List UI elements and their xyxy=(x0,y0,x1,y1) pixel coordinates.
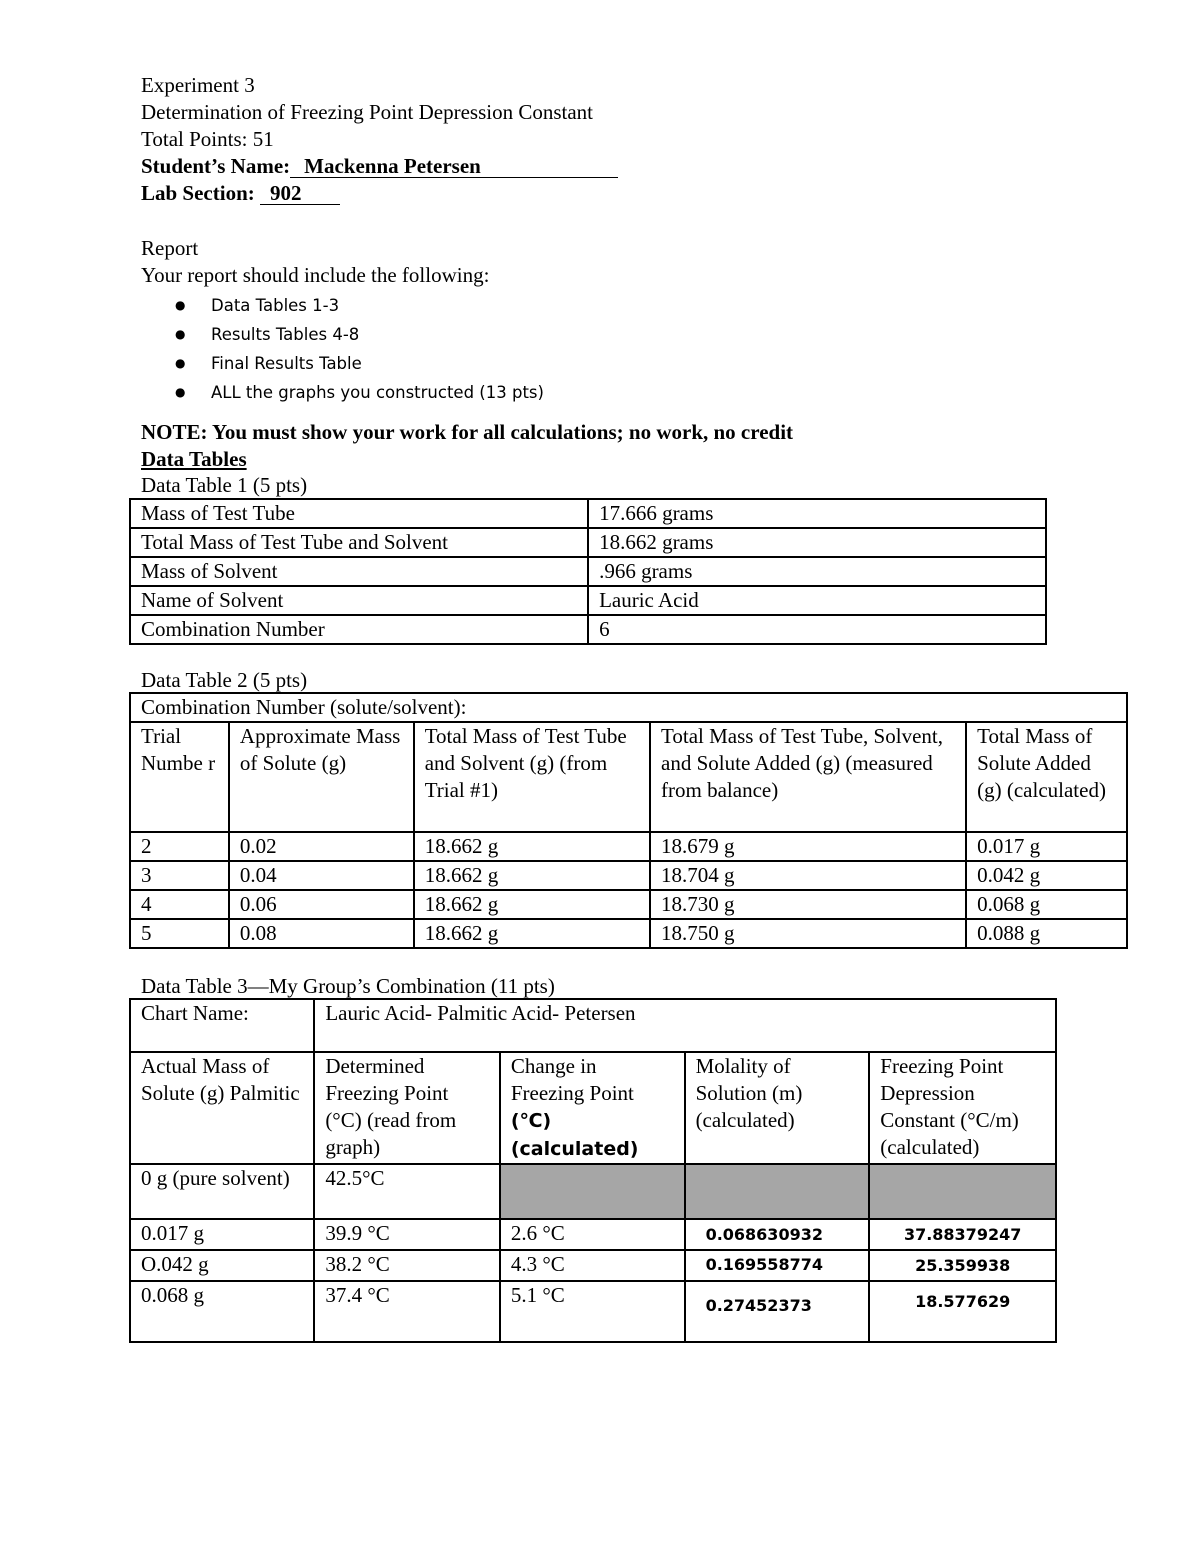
table-cell: 0.017 g xyxy=(966,832,1127,861)
column-header: Total Mass of Test Tube, Solvent, and Solute Added (g) (measured from balance) xyxy=(650,722,966,832)
column-header: Total Mass of Solute Added (g) (calculated) xyxy=(966,722,1127,832)
table-header-row xyxy=(130,1052,1056,1164)
data-table-2 xyxy=(129,692,1128,949)
table-row xyxy=(130,1250,1056,1281)
report-intro: Your report should include the following: xyxy=(141,263,490,287)
table-cell: Total Mass of Test Tube and Solvent xyxy=(130,528,588,557)
table-row xyxy=(130,832,1127,861)
table-row xyxy=(130,861,1127,890)
table-cell: 3 xyxy=(130,861,229,890)
table-cell: 17.666 grams xyxy=(588,499,1046,528)
student-name-value: Mackenna Petersen xyxy=(290,155,618,178)
table-cell: Combination Number xyxy=(130,615,588,644)
table-cell: 0.068 g xyxy=(966,890,1127,919)
table-row xyxy=(130,586,1046,615)
table-cell: 5 xyxy=(130,919,229,948)
lab-section-line xyxy=(141,180,618,207)
table-cell: 18.662 grams xyxy=(588,528,1046,557)
table-cell: 18.662 g xyxy=(414,832,650,861)
table-cell: 39.9 °C xyxy=(314,1219,500,1250)
student-name-label: Student’s Name: xyxy=(141,154,291,178)
table-cell: 18.730 g xyxy=(650,890,966,919)
table-cell: 25.359938 xyxy=(869,1250,1056,1281)
table-cell: 0.088 g xyxy=(966,919,1127,948)
column-header: Determined Freezing Point (°C) (read from graph) xyxy=(314,1052,500,1164)
table-cell: 4 xyxy=(130,890,229,919)
table-cell: Mass of Solvent xyxy=(130,557,588,586)
table-cell: 0 g (pure solvent) xyxy=(130,1164,314,1219)
table-cell: 2.6 °C xyxy=(500,1219,685,1250)
table-cell: 37.88379247 xyxy=(869,1219,1056,1250)
table-cell: 0.017 g xyxy=(130,1219,314,1250)
total-points: Total Points: 51 xyxy=(141,127,274,151)
table-cell: 18.704 g xyxy=(650,861,966,890)
column-header: Actual Mass of Solute (g) Palmitic xyxy=(130,1052,314,1164)
list-item: ● ALL the graphs you constructed (13 pts) xyxy=(211,378,544,407)
table-row xyxy=(130,528,1046,557)
table-row xyxy=(130,499,1046,528)
report-items-list xyxy=(141,291,544,407)
table3-caption: Data Table 3—My Group’s Combination (11 pts) xyxy=(141,974,555,998)
data-table-3 xyxy=(129,998,1057,1343)
table-cell: 0.169558774 xyxy=(685,1250,870,1281)
table-cell: .966 grams xyxy=(588,557,1046,586)
table-cell: 0.04 xyxy=(229,861,414,890)
student-name-line xyxy=(141,153,618,180)
column-header: Molality of Solution (m) (calculated) xyxy=(685,1052,870,1164)
document-header xyxy=(141,72,618,207)
lab-section-value: 902 xyxy=(260,182,340,205)
table-row xyxy=(130,1164,1056,1219)
chart-name-value: Lauric Acid- Palmitic Acid- Petersen xyxy=(314,999,1056,1052)
table-cell: 5.1 °C xyxy=(500,1281,685,1342)
shaded-cell xyxy=(685,1164,870,1219)
table-row xyxy=(130,615,1046,644)
table-cell: 2 xyxy=(130,832,229,861)
table-cell: 18.662 g xyxy=(414,890,650,919)
report-section xyxy=(141,235,544,407)
table-cell: 0.27452373 xyxy=(685,1281,870,1342)
lab-section-label: Lab Section: xyxy=(141,181,261,205)
shaded-cell xyxy=(869,1164,1056,1219)
table-cell: 0.08 xyxy=(229,919,414,948)
table-cell: 0.068630932 xyxy=(685,1219,870,1250)
table-cell: 18.662 g xyxy=(414,861,650,890)
column-header: Total Mass of Test Tube and Solvent (g) (from Trial #1) xyxy=(414,722,650,832)
table-header-row xyxy=(130,722,1127,832)
table-cell: 0.06 xyxy=(229,890,414,919)
table-cell: 42.5°C xyxy=(314,1164,500,1219)
list-item: ● Results Tables 4-8 xyxy=(211,320,544,349)
table-row xyxy=(130,890,1127,919)
table-row xyxy=(130,693,1127,722)
table-row xyxy=(130,1281,1056,1342)
table-row xyxy=(130,999,1056,1052)
table-cell: Mass of Test Tube xyxy=(130,499,588,528)
note-text: NOTE: You must show your work for all calculations; no work, no credit xyxy=(141,420,794,444)
experiment-number: Experiment 3 xyxy=(141,73,255,97)
combination-number-cell: Combination Number (solute/solvent): xyxy=(130,693,1127,722)
column-header: Freezing Point Depression Constant (°C/m) (calculated) xyxy=(869,1052,1056,1164)
report-heading: Report xyxy=(141,236,199,260)
shaded-cell xyxy=(500,1164,685,1219)
column-header-text: Change in Freezing Point xyxy=(510,1054,634,1105)
table-cell: 18.750 g xyxy=(650,919,966,948)
chart-name-label: Chart Name: xyxy=(130,999,314,1052)
table-cell: 0.02 xyxy=(229,832,414,861)
table1-caption: Data Table 1 (5 pts) xyxy=(141,473,308,497)
column-header-unit: (℃) (calculated) xyxy=(510,1110,639,1160)
table-row xyxy=(130,919,1127,948)
column-header xyxy=(500,1052,685,1164)
data-table-1 xyxy=(129,498,1047,645)
experiment-title: Determination of Freezing Point Depression Constant xyxy=(141,100,594,124)
column-header: Trial Numbe r xyxy=(130,722,229,832)
table-cell: 18.662 g xyxy=(414,919,650,948)
table-cell: 6 xyxy=(588,615,1046,644)
table-cell: Name of Solvent xyxy=(130,586,588,615)
table-row xyxy=(130,557,1046,586)
table-cell: O.042 g xyxy=(130,1250,314,1281)
table-cell: 18.577629 xyxy=(869,1281,1056,1342)
table-cell: 0.042 g xyxy=(966,861,1127,890)
data-tables-heading: Data Tables xyxy=(141,447,247,471)
list-item: ● Data Tables 1-3 xyxy=(211,291,544,320)
column-header: Approximate Mass of Solute (g) xyxy=(229,722,414,832)
table-cell: Lauric Acid xyxy=(588,586,1046,615)
table-cell: 4.3 °C xyxy=(500,1250,685,1281)
table-cell: 37.4 °C xyxy=(314,1281,500,1342)
list-item: ● Final Results Table xyxy=(211,349,544,378)
table-cell: 0.068 g xyxy=(130,1281,314,1342)
table2-caption: Data Table 2 (5 pts) xyxy=(141,668,308,692)
table-cell: 18.679 g xyxy=(650,832,966,861)
table-cell: 38.2 °C xyxy=(314,1250,500,1281)
table-row xyxy=(130,1219,1056,1250)
